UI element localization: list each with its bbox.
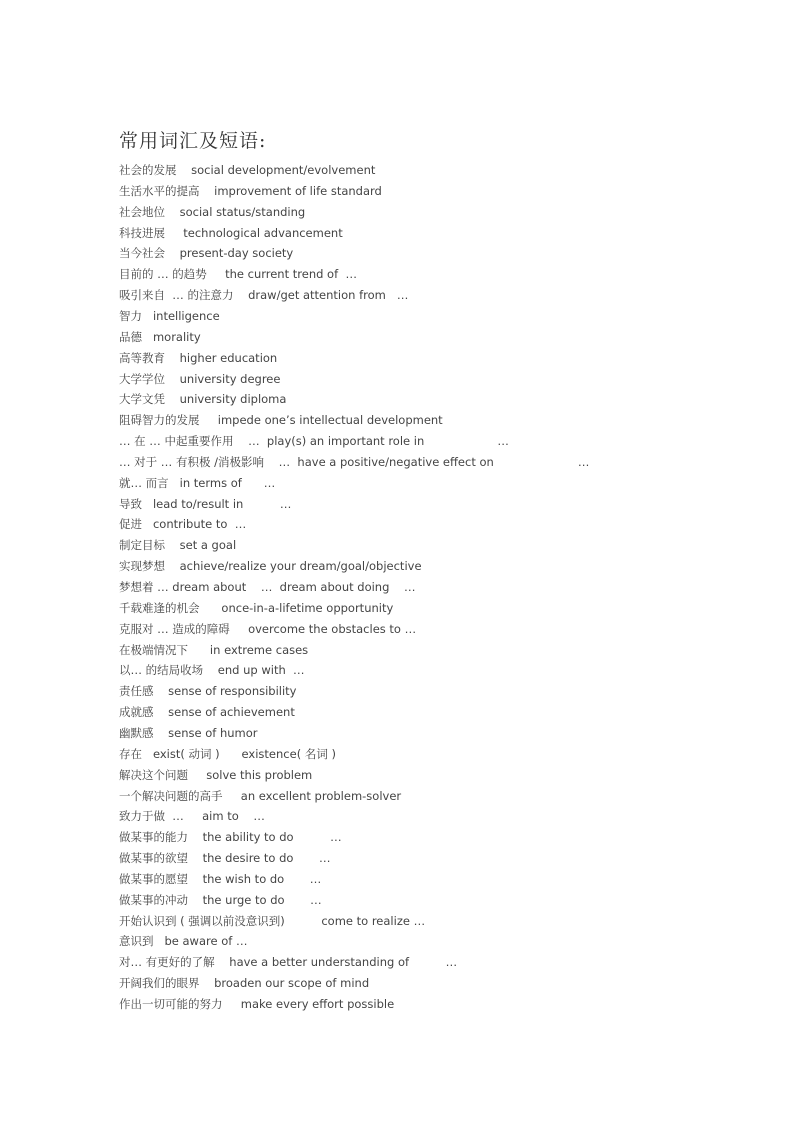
vocab-entry: 做某事的能力 the ability to do … bbox=[119, 830, 342, 845]
vocab-entry: 高等教育 higher education bbox=[119, 350, 278, 365]
vocab-entry: 导致 lead to/result in … bbox=[119, 496, 292, 511]
vocab-entry: 制定目标 set a goal bbox=[119, 538, 237, 553]
vocab-entry: 吸引来自 … 的注意力 draw/get attention from … bbox=[119, 288, 409, 303]
vocab-entry: 开始认识到 ( 强调以前没意识到) come to realize … bbox=[119, 913, 426, 928]
vocab-entry: 智力 intelligence bbox=[119, 308, 220, 323]
vocab-entry: 克服对 … 造成的障碍 overcome the obstacles to … bbox=[119, 621, 417, 636]
vocab-entry: 当今社会 present-day society bbox=[119, 246, 294, 261]
vocab-entry: 作出一切可能的努力 make every effort possible bbox=[119, 997, 395, 1011]
vocab-entry: 促进 contribute to … bbox=[119, 517, 247, 532]
vocab-entry: 一个解决问题的高手 an excellent problem-solver bbox=[119, 788, 402, 803]
vocab-entry: 在极端情况下 in extreme cases bbox=[119, 642, 309, 657]
vocab-entry: 致力于做 … aim to … bbox=[119, 809, 265, 824]
vocab-entry: 生活水平的提高 improvement of life standard bbox=[119, 183, 382, 198]
vocab-entry: 科技进展 technological advancement bbox=[119, 225, 343, 240]
vocab-entry: 开阔我们的眼界 broaden our scope of mind bbox=[119, 976, 370, 991]
vocab-entry: 千载难逢的机会 once-in-a-lifetime opportunity bbox=[119, 600, 394, 615]
vocab-entry: 社会的发展 social development/evolvement bbox=[119, 163, 376, 177]
page-title: 常用词汇及短语: bbox=[119, 130, 267, 152]
vocab-entry: … 在 … 中起重要作用 … play(s) an important role in … bbox=[119, 434, 509, 449]
vocab-entry: 阻碍智力的发展 impede one’s intellectual development bbox=[119, 413, 443, 428]
vocab-entry: 存在 exist( 动词 ) existence( 名词 ) bbox=[119, 746, 336, 761]
vocab-entry: 以… 的结局收场 end up with … bbox=[119, 663, 305, 678]
vocab-entry: 解决这个问题 solve this problem bbox=[119, 767, 313, 782]
vocab-entry: 品德 morality bbox=[119, 329, 201, 344]
vocab-entry: 就… 而言 in terms of … bbox=[119, 475, 276, 490]
vocab-entry: 幽默感 sense of humor bbox=[119, 725, 258, 740]
vocab-entry: 梦想着 … dream about … dream about doing … bbox=[119, 580, 416, 594]
vocab-entry: … 对于 … 有积极 /消极影响 … have a positive/negative effect on … bbox=[119, 454, 590, 469]
vocab-entry: 大学文凭 university diploma bbox=[119, 392, 287, 407]
vocab-entry: 责任感 sense of responsibility bbox=[119, 684, 297, 699]
vocab-entry: 实现梦想 achieve/realize your dream/goal/objective bbox=[119, 559, 422, 574]
vocab-entry: 大学学位 university degree bbox=[119, 371, 281, 386]
vocab-entry: 做某事的欲望 the desire to do … bbox=[119, 851, 331, 866]
vocab-entry: 做某事的冲动 the urge to do … bbox=[119, 892, 322, 907]
vocab-entry: 目前的 … 的趋势 the current trend of … bbox=[119, 267, 357, 282]
vocab-entry: 对… 有更好的了解 have a better understanding of … bbox=[119, 955, 458, 970]
vocab-entry: 成就感 sense of achievement bbox=[119, 705, 295, 720]
vocab-entry: 意识到 be aware of … bbox=[119, 934, 248, 949]
vocab-entry: 做某事的愿望 the wish to do … bbox=[119, 871, 322, 886]
vocab-entry: 社会地位 social status/standing bbox=[119, 204, 306, 219]
